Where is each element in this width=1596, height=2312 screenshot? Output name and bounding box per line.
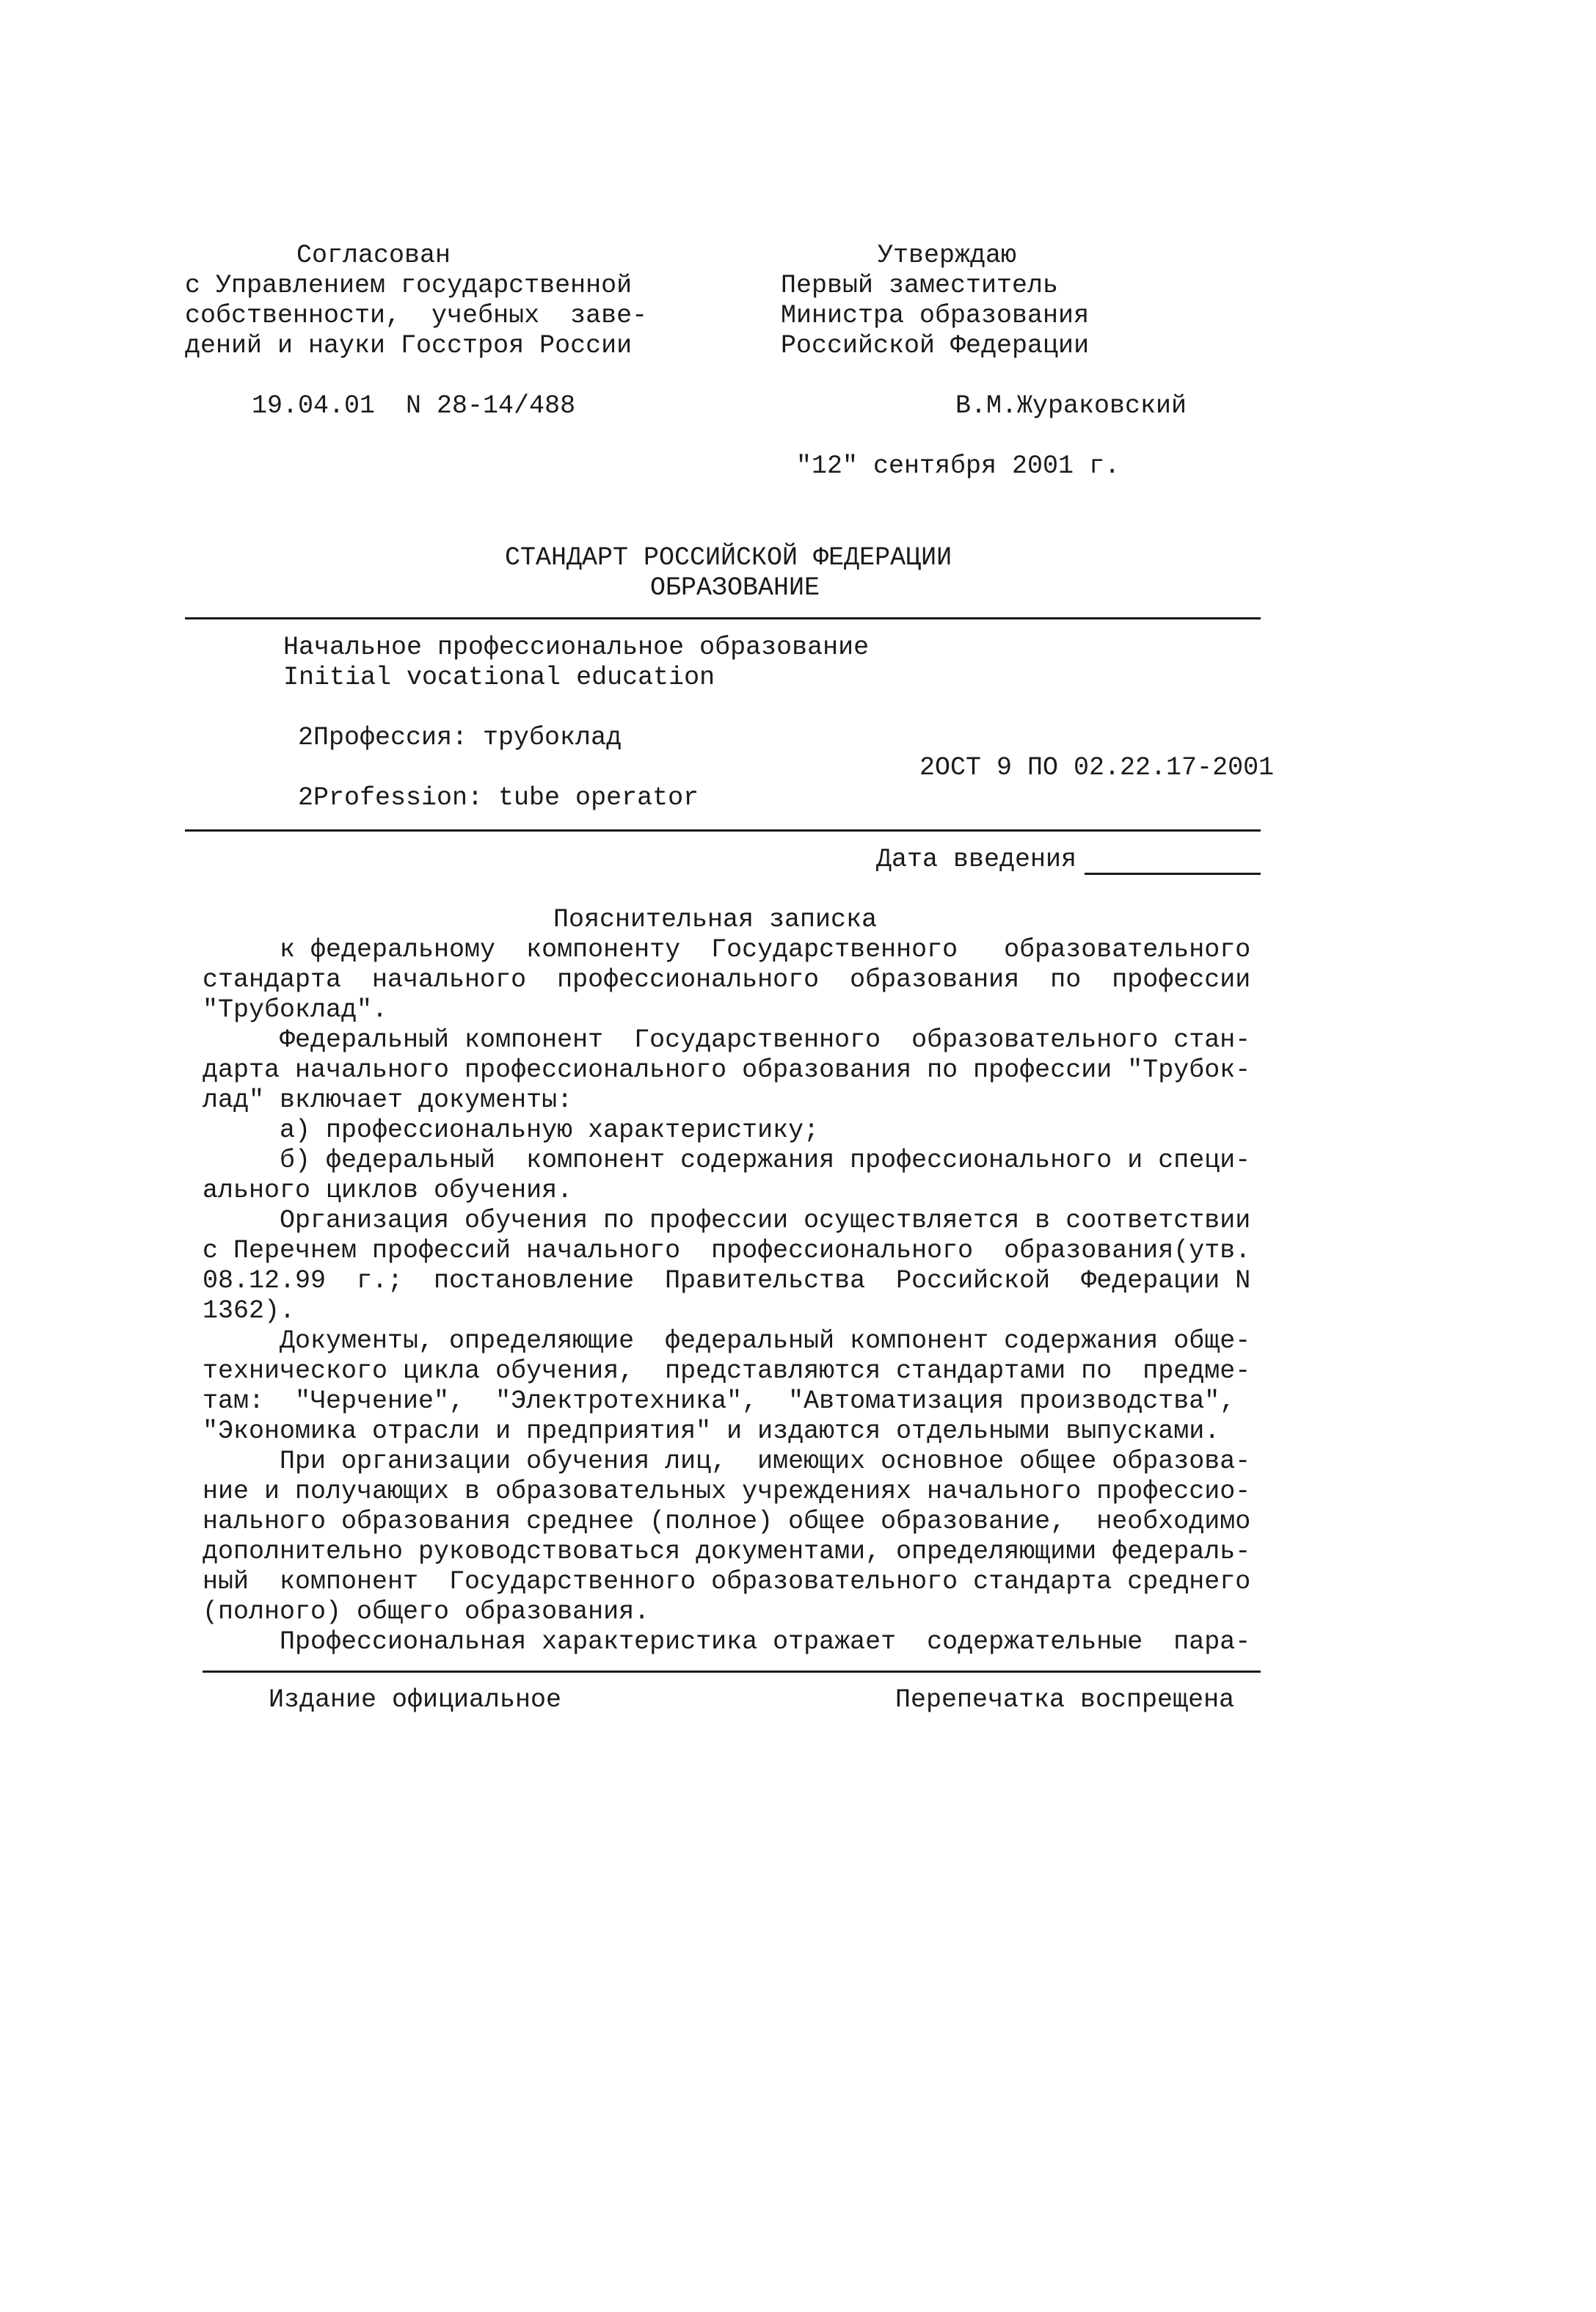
standard-heading: СТАНДАРТ РОССИЙСКОЙ ФЕДЕРАЦИИ [505,543,952,572]
body-line: лад" включает документы: [203,1086,573,1115]
divider-footer [203,1671,1261,1673]
body-line: дарта начального профессионального образования по профессии "Трубок- [203,1055,1251,1085]
subject-ru: Начальное профессиональное образование [283,633,870,662]
body-line: ние и получающих в образовательных учреждениях начального профессио- [203,1477,1251,1506]
body-line: 08.12.99 г.; постановление Правительства Российской Федерации N [203,1266,1251,1295]
approval-right-line-3: Российской Федерации [781,331,1090,360]
approval-left-line-3: дений и науки Госстроя России [185,331,633,360]
approval-left-ref: 19.04.01 N 28-14/488 [252,391,576,421]
body-line: Профессиональная характеристика отражает содержательные пара- [203,1627,1251,1657]
body-line: стандарта начального профессионального образования по профессии [203,965,1251,995]
approval-signatory: В.М.Жураковский [955,391,1187,421]
intro-date-blank [1085,873,1261,875]
body-line: с Перечнем профессий начального профессионального образования(утв. [203,1236,1251,1265]
subject-en: Initial vocational education [283,663,715,692]
approval-right-line-1: Первый заместитель [781,271,1059,300]
approval-date: "12" сентября 2001 г. [796,451,1121,481]
body-line: а) профессиональную характеристику; [203,1116,820,1145]
body-line: При организации обучения лиц, имеющих основное общее образова- [203,1447,1251,1476]
body-line: (полного) общего образования. [203,1597,650,1626]
divider-top [185,617,1261,619]
approval-right-title: Утверждаю [878,241,1017,270]
standard-code: 2ОСТ 9 ПО 02.22.17-2001 [919,753,1275,782]
body-line: технического цикла обучения, представляются стандартами по предме- [203,1356,1251,1386]
profession-en: 2Profession: tube operator [298,783,699,813]
body-line: ального циклов обучения. [203,1176,573,1205]
body-line: "Трубоклад". [203,995,388,1025]
intro-date-label: Дата введения [876,845,1077,874]
body-line: Организация обучения по профессии осуществляется в соответствии [203,1206,1251,1235]
note-title: Пояснительная записка [553,905,878,934]
approval-left-title: Согласован [296,241,451,270]
body-line: нального образования среднее (полное) общее образование, необходимо [203,1507,1251,1536]
body-line: "Экономика отрасли и предприятия" и издаются отдельными выпусками. [203,1417,1220,1446]
body-line: 1362). [203,1296,296,1326]
body-line: там: "Черчение", "Электротехника", "Автоматизация производства", [203,1386,1236,1416]
body-line: Федеральный компонент Государственного образовательного стан- [203,1025,1251,1055]
body-line: б) федеральный компонент содержания профессионального и специ- [203,1146,1251,1175]
footer-official-edition: Издание официальное [269,1685,562,1715]
approval-left-line-2: собственности, учебных заве- [185,301,648,330]
profession-ru: 2Профессия: трубоклад [298,723,622,752]
body-line: дополнительно руководствоваться документами, определяющими федераль- [203,1537,1251,1566]
body-line: ный компонент Государственного образовательного стандарта среднего [203,1567,1251,1596]
standard-subheading: ОБРАЗОВАНИЕ [650,573,820,603]
body-line: к федеральному компоненту Государственного образовательного [203,935,1251,964]
divider-middle [185,829,1261,832]
approval-right-line-2: Министра образования [781,301,1090,330]
footer-reprint-prohibited: Перепечатка воспрещена [895,1685,1235,1715]
body-line: Документы, определяющие федеральный компонент содержания обще- [203,1326,1251,1356]
approval-left-line-1: с Управлением государственной [185,271,633,300]
